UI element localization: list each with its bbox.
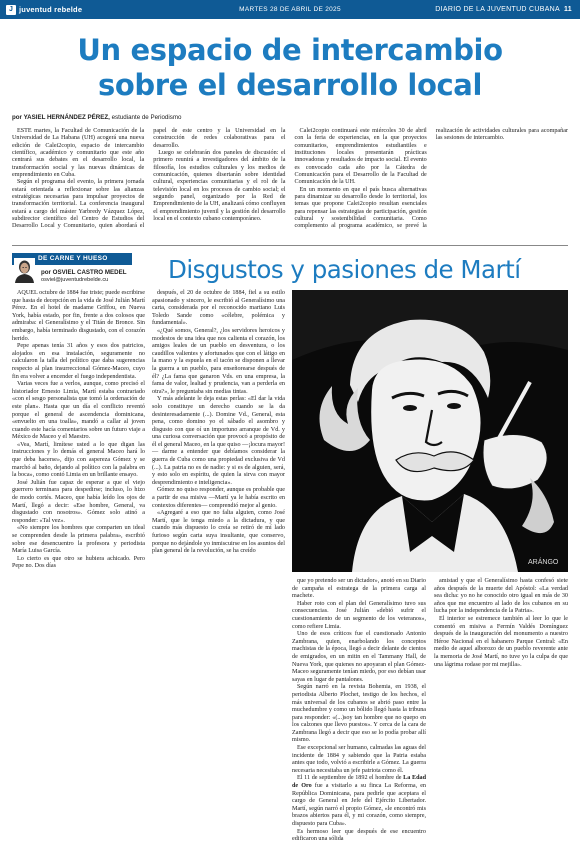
article1-headline: Un espacio de intercambio sobre el desarrollo local: [77, 33, 503, 102]
article1-paragraph: Según el programa del evento, la primera jornada estará orientada a reflexionar sobre las alianzas estratégicas necesarias para impulsar proyectos de transformación territorial. La conferencia inaugural estará a cargo del máster Yarbredy Vázquez López, subdirector científico del Centro de Estudios del Desarrollo Local y Comunitario, quien abordará el papel de este centro y la Universidad en la construcción de redes colaborativas para el desarrollo.: [12, 128, 286, 230]
column-section-tag: DE CARNE Y HUESO: [12, 253, 132, 265]
article2-paragraph: Según narró en la revista Bohemia, en 1938, el periodista Alberto Plochet, testigo de los hechos, el más universal de los cubanos se abrió paso entre la muchedumbre y como un bólido llegó hasta la tribuna para responder: «(...)soy tan hombre que no quepo en los calzones que llevo puestos». Y cerca de la cara de Zambrana llegó a decir que eso se lo podía probar allí mismo.: [292, 684, 426, 744]
article2-paragraph: «No siempre los hombres que comparten un ideal se comprenden desde la primera palabra», escribió sobre ese desencuentro la profesora y periodista María Luisa García.: [12, 525, 145, 555]
logo-text: juventud rebelde: [19, 5, 83, 14]
paper-name: DIARIO DE LA JUVENTUD CUBANA: [435, 6, 560, 13]
page-number: 11: [564, 6, 572, 13]
article2-paragraph: Ese excepcional ser humano, calmadas las aguas del incidente de 1884 y sabiendo que la Patria estaba antes que todo, volvió a escribirle a Gómez. La guerra necesaria necesitaba un jefe patriota como él.: [292, 745, 426, 774]
article2-paragraph: Pepe apenas tenía 31 años y esos dos patricios, alojados en esa instalación, seguramente no calcularon la talla del político que daba sugerencias respecto al plan insurreccional Gómez-Maceo, cuyo fin era volver a encender el fuego independentista.: [12, 343, 145, 380]
article1-author-role: estudiante de Periodismo: [109, 114, 182, 121]
article2-paragraph: Y más adelante le deja estas perlas: «El dar la vida solo constituye un derecho cuando se la da desinteresadamente (...). Domine Vd., General, esta pena, como domino yo el sábado el asombro y disgusto con que oí un importuno arranque de Vd. y una curiosa conversación que provocó a propósito de él el general Maceo, en la que quiso —¡locura mayor!— darme a entender que debíamos considerar la guerra de Cuba como una propiedad exclusiva de Vd (...). La patria no es de nadie: y si es de alguien, será, y esto solo en espíritu, de quien la sirva con mayor desprendimiento e inteligencia».: [152, 396, 285, 486]
article2-paragraph-html: El 11 de septiembre de 1892 el hombre de La Edad de Oro fue a visitarlo a su finca La Reforma, en República Dominicana, para pedirle que aceptara el cargo de General en Jefe del Ejército Libertador. Martí, según narró el propio Gómez, «le encontró mis brazos abiertos para él, y mi corazón, como siempre, dispuesto para Cuba».: [292, 775, 427, 827]
article2-paragraph: «Agregaré a eso que no falta alguien, como José Martí, que le tenga miedo a la dictadura, y que cuando más dispuesto lo creía se retiró de mí lado furioso según carta suya insultante, que conservo, porque no dejándole yo inmiscuirse en los asuntos del plan general de la revolución, se ha creído: [152, 510, 285, 555]
article2-byline: [41, 269, 127, 284]
marti-caricature-illustration: [292, 290, 568, 572]
article1-body: [12, 128, 568, 236]
article2-paragraph: Gómez no quiso responder, aunque es probable que a partir de esa misiva —Martí ya le había escrito en contextos diferentes— comprendió mejor al genio.: [152, 487, 285, 509]
article2-paragraph: El interior se estremece también al leer lo que le comentó en misiva a Fermín Valdés Domínguez después de la inauguración del monumento a nuestro Héroe Nacional en el habanero Parque Central: «En medio de aquel alborozo de un pueblo reverente ante la memoria de José Martí, no tuve yo la culpa de que una lágrima rodase por mi mejilla».: [434, 615, 568, 668]
article2-paragraph: Haber roto con el plan del Generalísimo tuvo sus consecuencias. José Julián «debió sufrir el cuestionamiento de un segmento de los veteranos», como refiere Limia.: [292, 600, 426, 630]
article2-paragraph: Lo cierto es que otro se hubiera achicado. Pero Pepe no. Dos días: [12, 555, 145, 570]
section-divider: [12, 245, 568, 246]
article2-email-link[interactable]: osviel@juventudrebelde.cu: [41, 276, 109, 283]
author-avatar-icon: [14, 258, 35, 283]
article1-paragraph: En un momento en que el país busca alternativas para dinamizar su desarrollo desde lo territorial, los temas que propone Calei2copio resultan esenciales para repensar las estrategias de participación, gestión cultural y sostenibilidad comunitaria. Como complemento al programa académico, se prevé la realización de actividades culturales para acompañar las sesiones de intercambio.: [294, 128, 568, 230]
article2-paragraph: Es hermoso leer que después de ese encuentro edificaron una sólida: [292, 828, 426, 843]
logo-icon: J: [6, 5, 16, 15]
article2-paragraph: después, el 20 de octubre de 1884, fiel a su estilo apasionado y sincero, le escribió al Generalísimo una carta, considerada por el reconocido martiano Luis Toledo Sande como «célebre, polémica y fundamental».: [152, 290, 285, 327]
article2-paragraph: AQUEL octubre de 1884 fue triste; puede escribirse que hasta de decepción en la vida de José Julián Martí Pérez. En el hotel de madame Griffou, en Nueva York, había estado, por fin, frente a dos colosos que admiraba: el Generalísimo y el Titán de Bronce. Sin embargo, había terminado disgustado, con el corazón herido.: [12, 290, 146, 342]
paper-slogan: [400, 6, 580, 13]
article1-paragraph: Calei2copio continuará este miércoles 30 de abril con la feria de experiencias, en la que proyectos comunitarios, emprendimientos estudiantiles e instituciones locales presentarán prácticas innovadoras y resultados de impacto social. El evento es convocado cada año por la Cátedra de Comunicación para el Desarrollo de la Facultad de Comunicación de la UH.: [294, 128, 427, 186]
article2-paragraph: José Julián fue capaz de esperar a que el viejo guerrero terminara para despedirse; incluso, lo hizo de modo cortés. Maceo, que había leído los ojos de Martí, llegó a decir: «Ese hombre, General, va disgustado con nosotros». Gómez solo atinó a responder: «Tal vez».: [12, 479, 145, 524]
article2-paragraph: «¿Qué somos, General?, ¿los servidores heroicos y modestos de una idea que nos calienta el corazón, los amigos leales de un pueblo en desventura, o los caudillos valientes y afortunados que con el látigo en la mano y la espuela en el tacón se disponen a llevar la guerra a un pueblo, para enseñorearse después de él? ¿La fama que ganaron Vds. en una empresa, la fama de valor, lealtad y prudencia, van a perderla en otra?», le preguntaba sin medias tintas.: [152, 327, 285, 395]
article2-column-2: [152, 290, 285, 728]
article2-paragraph: Varias veces fue a verlos, aunque, como precisó el historiador Ernesto Limia, Martí estaba contrariado «con el sesgo personalista que tomó la ordenación de este plan». Hasta que un día el conflicto reventó porque el general de ascendencia dominicana, «envuelto en una toalla», mandó a callar al joven cuando este hacía comentarios sobre un futuro viaje a México de Maceo y el Maestro.: [12, 381, 145, 441]
article2-paragraph: que yo pretendo ser un dictador», anotó en su Diario de campaña el estratega de la primera carga al machete.: [292, 578, 426, 600]
article2-column-1: [12, 290, 145, 728]
artist-signature: ARÁNGO: [528, 559, 559, 566]
article2-paragraph: amistad y que el Generalísimo hasta confesó siete años después de la muerte del Apóstol: «La verdad sea dicha: yo no he conocido otro igual en más de 30 años que me encuentro al lado de los cubanos en su lucha por la independencia de la Patria».: [434, 578, 568, 615]
article1-paragraph: ESTE martes, la Facultad de Comunicación de la Universidad de La Habana (UH) acogerá una nueva edición de Calei2copio, espacio de intercambio científico, académico y comunitario que este año centrará sus debates en el desarrollo local, la transformación social y las nuevas dinámicas de emprendimiento en Cuba.: [12, 128, 145, 179]
article2-headline: Disgustos y pasiones de Martí: [168, 255, 521, 284]
article2-column-4: [434, 578, 568, 728]
article2-author: por OSVIEL CASTRO MEDEL: [41, 269, 127, 276]
newspaper-logo[interactable]: [0, 5, 180, 15]
issue-date: MARTES 28 DE ABRIL DE 2025: [239, 6, 341, 13]
article1-paragraph: Luego se celebrarán dos paneles de discusión: el primero reunirá a investigadores del ámbito de la filosofía, los estudios culturales y los medios de comunicación, quienes disertarán sobre identidad cultural, experiencias comunitarias y el rol de la televisión local en los procesos de cambio social; el segundo panel, organizado por la Red de Emprendimiento de la UH, analizará cómo confluyen el emprendimiento juvenil y la gestión del desarrollo local en el contexto cubano contemporáneo.: [153, 150, 286, 223]
article2-paragraph: Uno de esos críticos fue el cuestionado Antonio Zambrana, quien, enarbolando los conceptos machistas de la época, llegó a decir delante de cientos de emigrados, en un mitin en el Tammany Hall, de Nueva York, que quienes no apoyaran el plan Gómez-Maceo seguramente tenían miedo, por eso debían usar sayas en lugar de pantalones.: [292, 631, 426, 683]
article1-byline: [12, 114, 181, 121]
article2-column-3-body: [292, 578, 427, 843]
article1-author: por YASIEL HERNÁNDEZ PÉREZ,: [12, 114, 110, 121]
article2-paragraph: «Vea, Martí, limítese usted a lo que digan las instrucciones y lo demás el general Maceo hará lo que deba hacerse», dijo con aspereza Gómez y se marchó al baño, dejando al político con la palabra en la boca», como contó Limia en un brillante ensayo.: [12, 441, 145, 479]
masthead-bar: [0, 0, 580, 19]
